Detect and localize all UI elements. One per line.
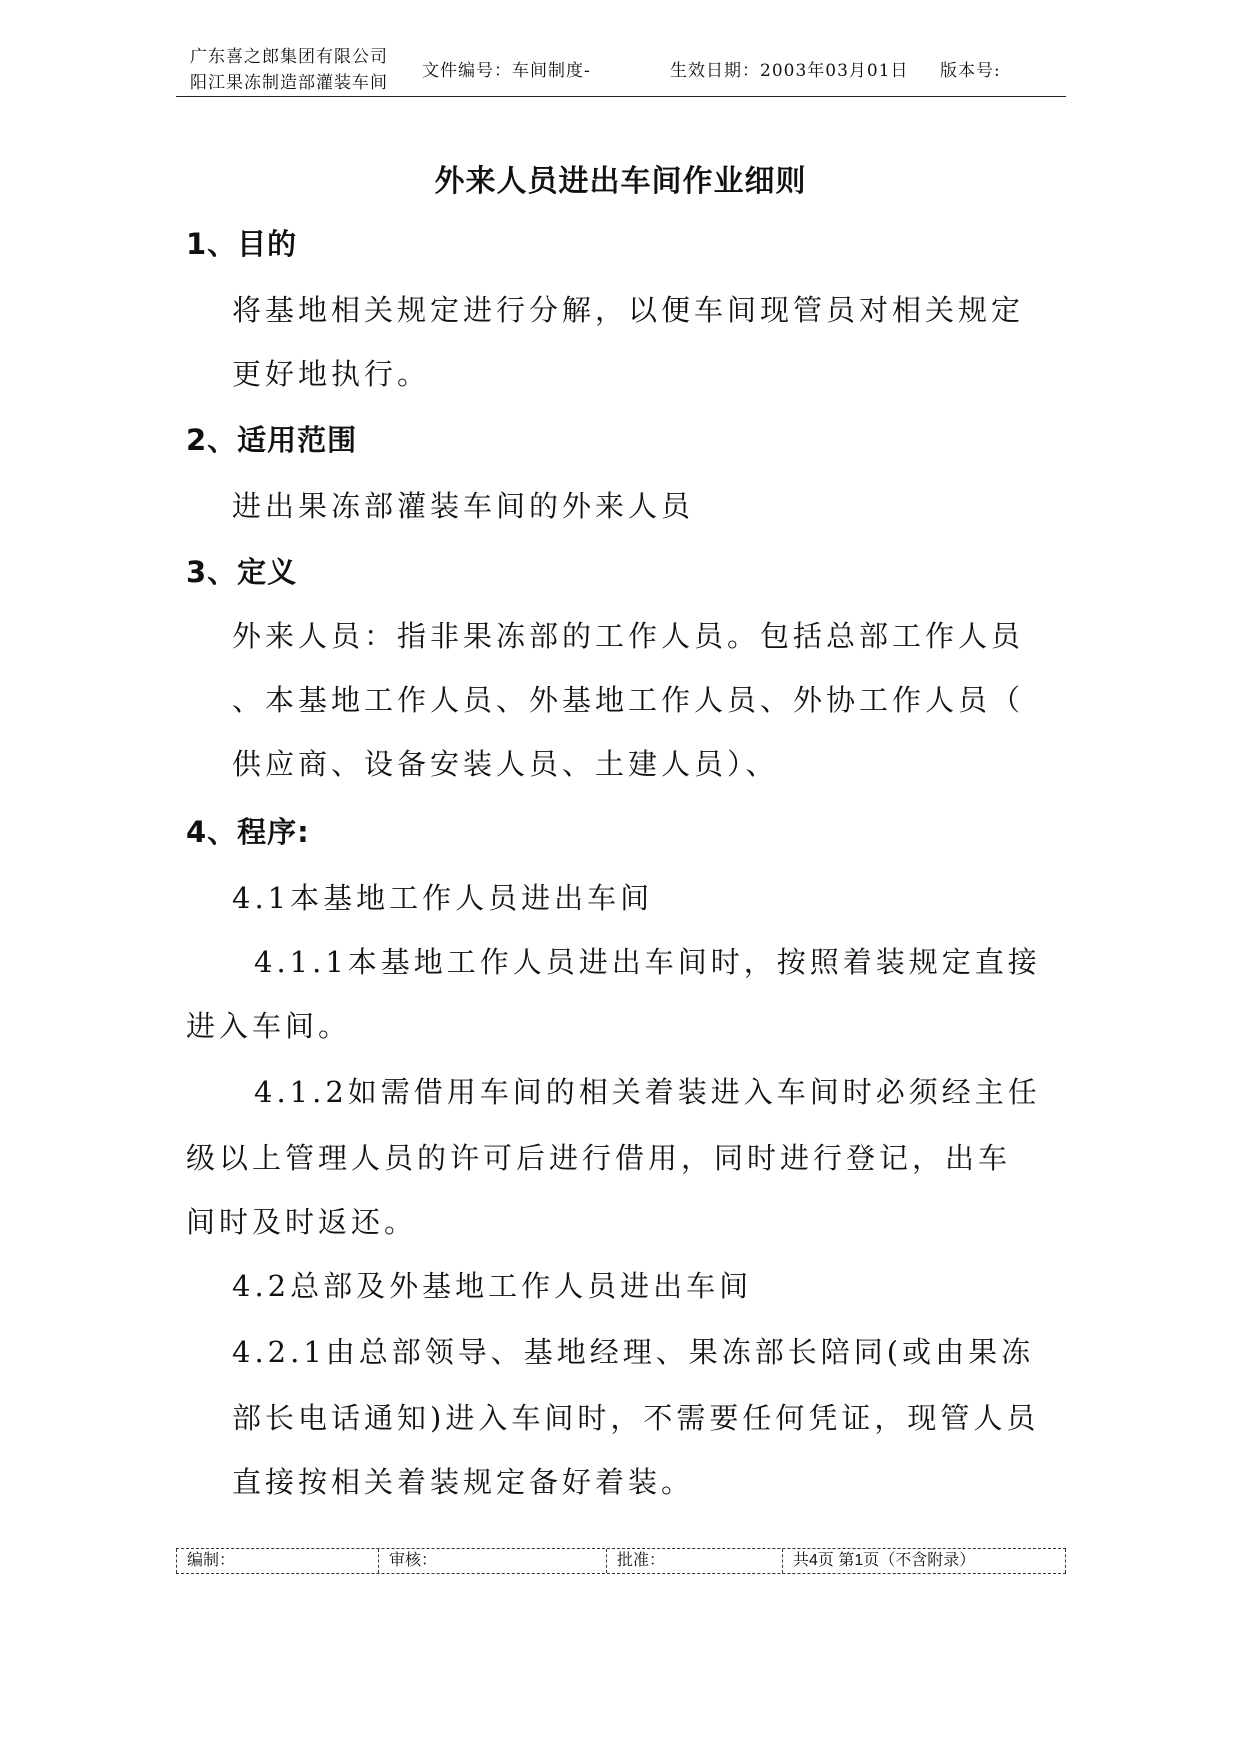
footer-prepared: 编制： [176, 1549, 378, 1573]
doc-number: 文件编号：车间制度- [422, 61, 591, 81]
company-name [190, 44, 388, 96]
footer-reviewed: 审核： [378, 1549, 606, 1573]
procedure-line-2: 4.1.1本基地工作人员进出车间时，按照着装规定直接 [254, 945, 1041, 979]
procedure-line-10: 直接按相关着装规定备好着装。 [232, 1465, 695, 1499]
header-divider [176, 96, 1066, 97]
effective-date: 生效日期：2003年03月01日 [670, 61, 909, 81]
purpose-line-1: 将基地相关规定进行分解，以便车间现管员对相关规定 [232, 293, 1025, 327]
section-heading-definition: 3、定义 [186, 555, 298, 589]
procedure-line-6: 间时及时返还。 [186, 1205, 418, 1239]
company-line-2: 阳江果冻制造部灌装车间 [190, 73, 388, 93]
definition-line-3: 供应商、设备安装人员、土建人员）、 [232, 747, 779, 781]
procedure-line-1: 4.1本基地工作人员进出车间 [232, 881, 654, 915]
page-title: 外来人员进出车间作业细则 [434, 164, 807, 199]
procedure-line-3: 进入车间。 [186, 1009, 352, 1043]
procedure-line-7: 4.2总部及外基地工作人员进出车间 [232, 1269, 753, 1303]
footer-signature-bar [176, 1548, 1066, 1574]
section-heading-purpose: 1、目的 [186, 227, 298, 261]
version: 版本号: [940, 61, 1001, 81]
scope-line-1: 进出果冻部灌装车间的外来人员 [232, 489, 695, 523]
definition-line-1: 外来人员：指非果冻部的工作人员。包括总部工作人员 [232, 619, 1025, 653]
procedure-line-9: 部长电话通知)进入车间时，不需要任何凭证，现管人员 [232, 1401, 1040, 1435]
procedure-line-8: 4.2.1由总部领导、基地经理、果冻部长陪同(或由果冻 [232, 1335, 1035, 1369]
section-heading-procedure: 4、程序: [186, 815, 310, 849]
section-heading-scope: 2、适用范围 [186, 423, 358, 457]
definition-line-2: 、本基地工作人员、外基地工作人员、外协工作人员（ [232, 683, 1025, 717]
footer-approved: 批准： [606, 1549, 782, 1573]
footer-page-info: 共4页 第1页（不含附录） [782, 1549, 1066, 1573]
purpose-line-2: 更好地执行。 [232, 357, 431, 391]
company-line-1: 广东喜之郎集团有限公司 [190, 47, 388, 67]
procedure-line-4: 4.1.2如需借用车间的相关着装进入车间时必须经主任 [254, 1075, 1041, 1109]
procedure-line-5: 级以上管理人员的许可后进行借用，同时进行登记，出车 [186, 1141, 1012, 1175]
